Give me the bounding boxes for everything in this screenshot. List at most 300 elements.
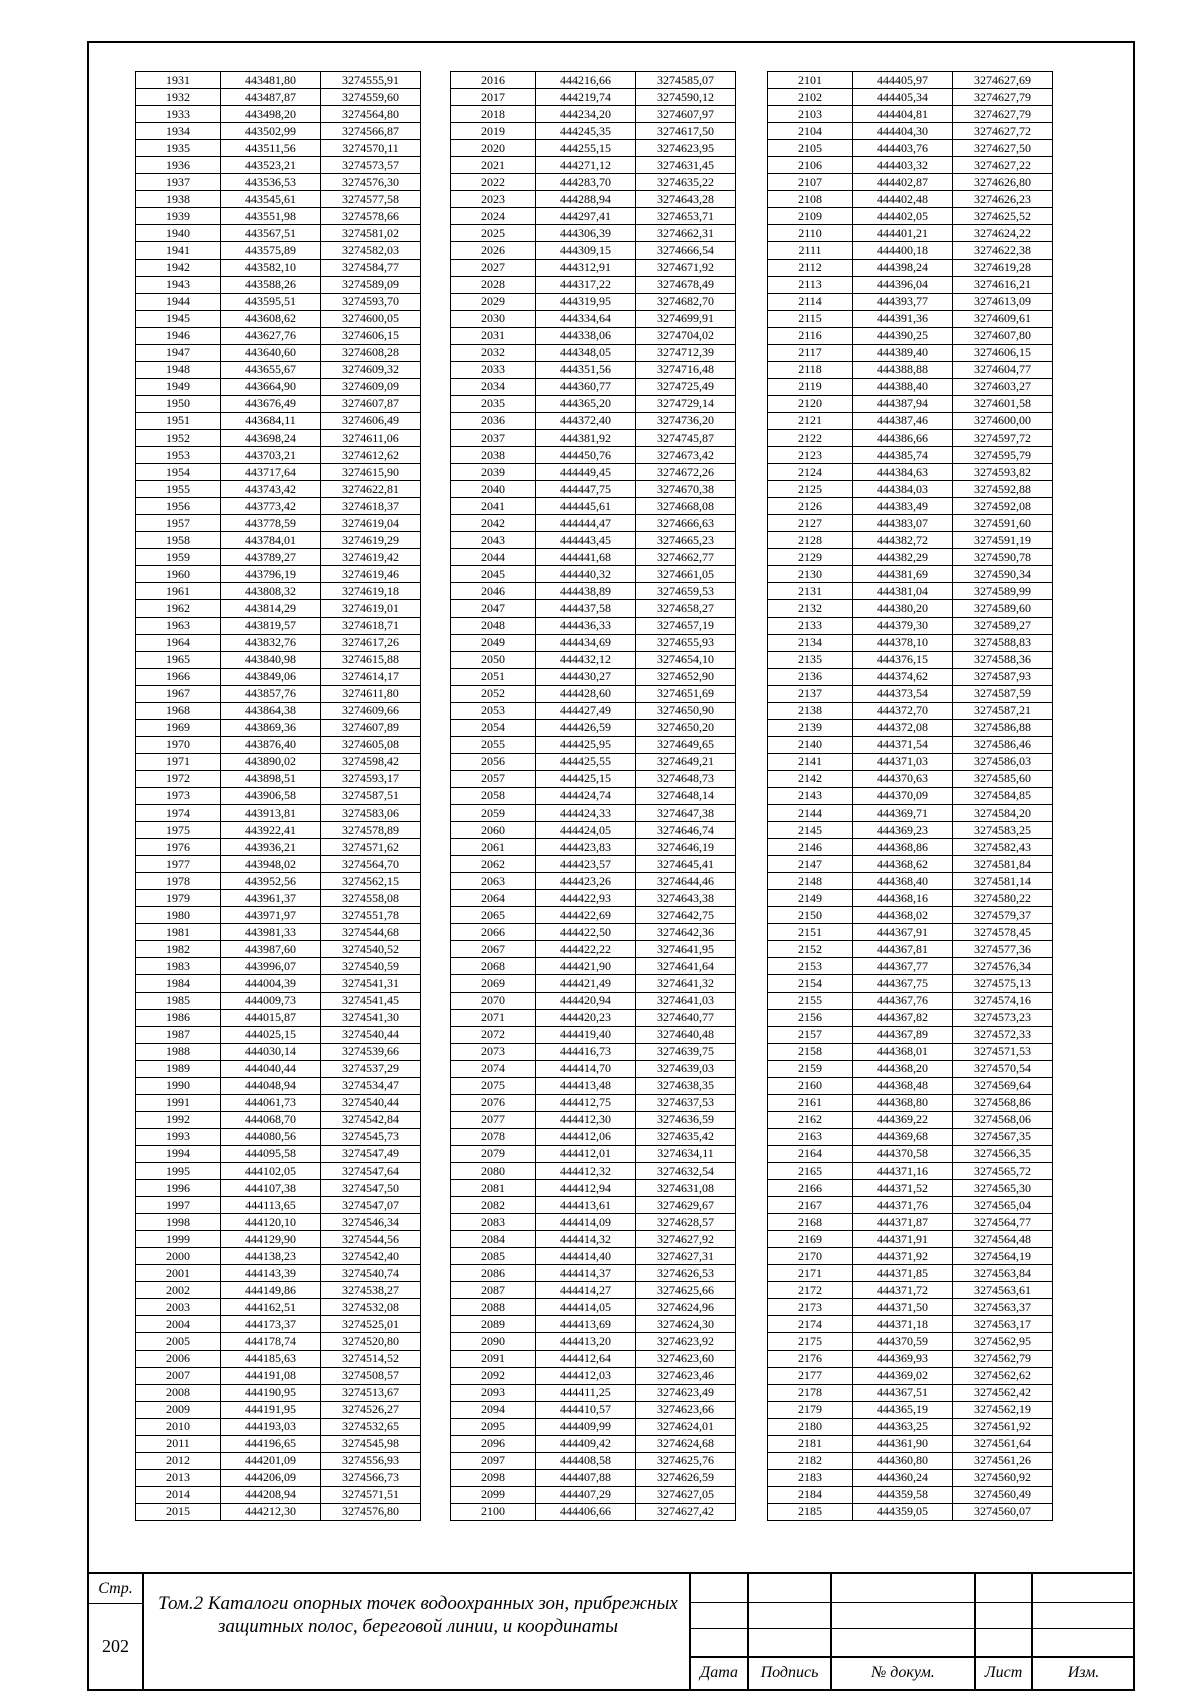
point-number: 2055	[451, 736, 536, 753]
table-row	[768, 72, 1053, 89]
point-number: 2123	[768, 447, 853, 464]
point-number: 2125	[768, 481, 853, 498]
coord-x: 443869,36	[221, 719, 321, 736]
table-row	[451, 242, 736, 259]
title-block	[89, 1572, 1132, 1689]
coord-y: 3274704,02	[636, 327, 736, 344]
table-row	[768, 1214, 1053, 1231]
point-number: 1953	[136, 447, 221, 464]
point-number: 1986	[136, 1009, 221, 1026]
coord-y: 3274587,51	[321, 787, 421, 804]
point-number: 2152	[768, 941, 853, 958]
stamp-change: Изм.	[1067, 1664, 1100, 1681]
coord-y: 3274586,03	[953, 753, 1053, 770]
coord-x: 444422,22	[536, 941, 636, 958]
point-number: 2177	[768, 1367, 853, 1384]
coord-x: 444409,42	[536, 1435, 636, 1452]
table-row	[451, 617, 736, 634]
coord-x: 444370,63	[853, 770, 953, 787]
table-row	[768, 941, 1053, 958]
coord-y: 3274567,35	[953, 1128, 1053, 1145]
coord-x: 444216,66	[536, 72, 636, 89]
table-row	[451, 1077, 736, 1094]
coord-y: 3274654,10	[636, 651, 736, 668]
coord-y: 3274570,54	[953, 1060, 1053, 1077]
table-row	[136, 1026, 421, 1043]
coord-y: 3274540,59	[321, 958, 421, 975]
table-row	[136, 1231, 421, 1248]
point-number: 2040	[451, 481, 536, 498]
coord-y: 3274673,42	[636, 447, 736, 464]
table-row	[136, 549, 421, 566]
coord-x: 444414,40	[536, 1248, 636, 1265]
point-number: 2073	[451, 1043, 536, 1060]
coord-x: 443808,32	[221, 583, 321, 600]
coord-x: 444371,76	[853, 1197, 953, 1214]
point-number: 2094	[451, 1401, 536, 1418]
coord-y: 3274593,70	[321, 293, 421, 310]
point-number: 1969	[136, 719, 221, 736]
point-number: 2038	[451, 447, 536, 464]
point-number: 2147	[768, 856, 853, 873]
coord-x: 444396,04	[853, 276, 953, 293]
table-row	[136, 1503, 421, 1520]
table-row	[768, 1316, 1053, 1333]
table-row	[451, 924, 736, 941]
point-number: 2109	[768, 208, 853, 225]
point-number: 2041	[451, 498, 536, 515]
table-row	[136, 1469, 421, 1486]
table-row	[768, 805, 1053, 822]
point-number: 2012	[136, 1452, 221, 1469]
coord-x: 444369,02	[853, 1367, 953, 1384]
coord-x: 444048,94	[221, 1077, 321, 1094]
coord-y: 3274547,07	[321, 1197, 421, 1214]
table-row	[136, 787, 421, 804]
coord-y: 3274607,87	[321, 395, 421, 412]
table-row	[451, 1333, 736, 1350]
coord-y: 3274580,22	[953, 890, 1053, 907]
point-number: 1933	[136, 106, 221, 123]
point-number: 2145	[768, 822, 853, 839]
stamp-sheet: Лист	[984, 1664, 1023, 1681]
point-number: 1966	[136, 668, 221, 685]
table-row	[768, 242, 1053, 259]
table-row	[768, 702, 1053, 719]
point-number: 2057	[451, 770, 536, 787]
table-row	[451, 1452, 736, 1469]
coordinates-table-2	[450, 71, 736, 1521]
coord-y: 3274564,80	[321, 106, 421, 123]
coord-x: 444061,73	[221, 1094, 321, 1111]
point-number: 2042	[451, 515, 536, 532]
coord-y: 3274618,71	[321, 617, 421, 634]
coord-y: 3274561,64	[953, 1435, 1053, 1452]
coord-y: 3274635,22	[636, 174, 736, 191]
coord-x: 444367,75	[853, 975, 953, 992]
coord-x: 444430,27	[536, 668, 636, 685]
coord-x: 444404,30	[853, 123, 953, 140]
point-number: 1957	[136, 515, 221, 532]
coord-x: 444382,72	[853, 532, 953, 549]
table-row	[768, 123, 1053, 140]
table-row	[136, 89, 421, 106]
coord-x: 443996,07	[221, 958, 321, 975]
coord-x: 444371,72	[853, 1282, 953, 1299]
coord-x: 444413,61	[536, 1197, 636, 1214]
point-number: 2095	[451, 1418, 536, 1435]
coord-y: 3274665,23	[636, 532, 736, 549]
table-row	[136, 736, 421, 753]
coord-x: 444410,57	[536, 1401, 636, 1418]
coord-y: 3274606,15	[321, 327, 421, 344]
coord-x: 444449,45	[536, 464, 636, 481]
coord-x: 444414,37	[536, 1265, 636, 1282]
point-number: 2065	[451, 907, 536, 924]
point-number: 1956	[136, 498, 221, 515]
coord-x: 444369,68	[853, 1128, 953, 1145]
point-number: 2171	[768, 1265, 853, 1282]
table-row	[451, 787, 736, 804]
coord-y: 3274601,58	[953, 395, 1053, 412]
table-row	[136, 651, 421, 668]
coord-y: 3274624,68	[636, 1435, 736, 1452]
point-number: 2059	[451, 805, 536, 822]
stamp-date: Дата	[700, 1664, 738, 1681]
coord-y: 3274542,40	[321, 1248, 421, 1265]
coord-y: 3274585,60	[953, 770, 1053, 787]
coord-y: 3274563,37	[953, 1299, 1053, 1316]
table-row	[451, 753, 736, 770]
coord-y: 3274607,97	[636, 106, 736, 123]
table-row	[768, 276, 1053, 293]
coord-x: 443987,60	[221, 941, 321, 958]
table-row	[451, 1503, 736, 1520]
coord-x: 444380,20	[853, 600, 953, 617]
coord-y: 3274582,43	[953, 839, 1053, 856]
coord-y: 3274538,27	[321, 1282, 421, 1299]
table-row	[451, 719, 736, 736]
table-row	[768, 1009, 1053, 1026]
coord-x: 444369,22	[853, 1111, 953, 1128]
coord-x: 443676,49	[221, 395, 321, 412]
coord-x: 444208,94	[221, 1486, 321, 1503]
table-row	[451, 123, 736, 140]
table-row	[451, 685, 736, 702]
table-row	[768, 685, 1053, 702]
point-number: 2110	[768, 225, 853, 242]
table-row	[768, 344, 1053, 361]
coord-y: 3274562,42	[953, 1384, 1053, 1401]
coord-x: 444363,25	[853, 1418, 953, 1435]
coord-y: 3274631,45	[636, 157, 736, 174]
coord-x: 443608,62	[221, 310, 321, 327]
table-row	[768, 1299, 1053, 1316]
coord-x: 443684,11	[221, 412, 321, 429]
point-number: 2050	[451, 651, 536, 668]
point-number: 1951	[136, 412, 221, 429]
point-number: 1959	[136, 549, 221, 566]
point-number: 2115	[768, 310, 853, 327]
coord-x: 444371,92	[853, 1248, 953, 1265]
coord-x: 444444,47	[536, 515, 636, 532]
coord-y: 3274619,29	[321, 532, 421, 549]
coord-x: 444371,50	[853, 1299, 953, 1316]
coordinates-table-3	[767, 71, 1053, 1521]
coord-y: 3274659,53	[636, 583, 736, 600]
coord-x: 443971,97	[221, 907, 321, 924]
coord-x: 444348,05	[536, 344, 636, 361]
point-number: 2139	[768, 719, 853, 736]
coord-x: 444371,91	[853, 1231, 953, 1248]
coord-y: 3274532,65	[321, 1418, 421, 1435]
coord-x: 444406,66	[536, 1503, 636, 1520]
coord-x: 444365,19	[853, 1401, 953, 1418]
coord-y: 3274570,11	[321, 140, 421, 157]
table-row	[451, 157, 736, 174]
coord-x: 444107,38	[221, 1180, 321, 1197]
coord-y: 3274563,84	[953, 1265, 1053, 1282]
point-number: 1937	[136, 174, 221, 191]
table-row	[768, 464, 1053, 481]
point-number: 2076	[451, 1094, 536, 1111]
table-row	[768, 1197, 1053, 1214]
coord-x: 443789,27	[221, 549, 321, 566]
point-number: 2005	[136, 1333, 221, 1350]
table-row	[136, 395, 421, 412]
coord-x: 444371,52	[853, 1180, 953, 1197]
point-number: 2116	[768, 327, 853, 344]
coord-x: 444173,37	[221, 1316, 321, 1333]
coord-x: 444408,58	[536, 1452, 636, 1469]
document-frame	[87, 41, 1135, 1691]
coord-y: 3274565,30	[953, 1180, 1053, 1197]
coord-x: 444368,80	[853, 1094, 953, 1111]
point-number: 2007	[136, 1367, 221, 1384]
point-number: 1990	[136, 1077, 221, 1094]
coord-x: 443796,19	[221, 566, 321, 583]
table-row	[451, 532, 736, 549]
table-row	[768, 1077, 1053, 1094]
table-row	[768, 1060, 1053, 1077]
coord-x: 444378,10	[853, 634, 953, 651]
table-row	[136, 1486, 421, 1503]
point-number: 2044	[451, 549, 536, 566]
table-row	[451, 259, 736, 276]
coord-x: 444367,89	[853, 1026, 953, 1043]
table-row	[136, 72, 421, 89]
point-number: 2052	[451, 685, 536, 702]
point-number: 2105	[768, 140, 853, 157]
point-number: 2143	[768, 787, 853, 804]
coord-y: 3274641,03	[636, 992, 736, 1009]
coord-y: 3274622,81	[321, 481, 421, 498]
table-row	[451, 1282, 736, 1299]
point-number: 2176	[768, 1350, 853, 1367]
table-row	[768, 1452, 1053, 1469]
coord-x: 444384,03	[853, 481, 953, 498]
table-row	[136, 1418, 421, 1435]
coord-y: 3274581,14	[953, 873, 1053, 890]
coord-y: 3274668,08	[636, 498, 736, 515]
coord-x: 444424,05	[536, 822, 636, 839]
point-number: 2179	[768, 1401, 853, 1418]
coord-y: 3274619,01	[321, 600, 421, 617]
point-number: 2161	[768, 1094, 853, 1111]
point-number: 2078	[451, 1128, 536, 1145]
point-number: 1977	[136, 856, 221, 873]
point-number: 2096	[451, 1435, 536, 1452]
coord-y: 3274569,64	[953, 1077, 1053, 1094]
table-row	[136, 1197, 421, 1214]
table-row	[136, 890, 421, 907]
coord-y: 3274566,73	[321, 1469, 421, 1486]
coord-x: 444447,75	[536, 481, 636, 498]
table-row	[136, 532, 421, 549]
coord-y: 3274619,46	[321, 566, 421, 583]
point-number: 2015	[136, 1503, 221, 1520]
coord-x: 444360,24	[853, 1469, 953, 1486]
coord-y: 3274544,68	[321, 924, 421, 941]
point-number: 2061	[451, 839, 536, 856]
table-row	[768, 515, 1053, 532]
coord-x: 444381,69	[853, 566, 953, 583]
table-row	[768, 89, 1053, 106]
coord-x: 444360,77	[536, 378, 636, 395]
table-row	[136, 293, 421, 310]
table-row	[451, 327, 736, 344]
coord-y: 3274565,04	[953, 1197, 1053, 1214]
table-row	[768, 106, 1053, 123]
coord-x: 444367,82	[853, 1009, 953, 1026]
table-row	[768, 719, 1053, 736]
point-number: 2071	[451, 1009, 536, 1026]
coord-x: 444398,24	[853, 259, 953, 276]
coord-y: 3274589,27	[953, 617, 1053, 634]
table-row	[136, 310, 421, 327]
coord-y: 3274566,87	[321, 123, 421, 140]
table-row	[451, 412, 736, 429]
point-number: 1984	[136, 975, 221, 992]
coord-x: 444234,20	[536, 106, 636, 123]
coord-x: 443545,61	[221, 191, 321, 208]
coord-y: 3274627,31	[636, 1248, 736, 1265]
coord-x: 444376,15	[853, 651, 953, 668]
point-number: 2121	[768, 412, 853, 429]
point-number: 1998	[136, 1214, 221, 1231]
point-number: 1942	[136, 259, 221, 276]
table-row	[136, 924, 421, 941]
coord-y: 3274642,75	[636, 907, 736, 924]
table-row	[768, 1486, 1053, 1503]
point-number: 1970	[136, 736, 221, 753]
coord-x: 444004,39	[221, 975, 321, 992]
point-number: 1989	[136, 1060, 221, 1077]
coord-y: 3274551,78	[321, 907, 421, 924]
point-number: 2077	[451, 1111, 536, 1128]
point-number: 1976	[136, 839, 221, 856]
coord-y: 3274584,85	[953, 787, 1053, 804]
point-number: 2028	[451, 276, 536, 293]
point-number: 1955	[136, 481, 221, 498]
table-row	[451, 890, 736, 907]
coord-x: 444367,76	[853, 992, 953, 1009]
table-row	[136, 259, 421, 276]
table-row	[768, 378, 1053, 395]
coord-y: 3274592,08	[953, 498, 1053, 515]
coord-y: 3274576,80	[321, 1503, 421, 1520]
table-row	[136, 1043, 421, 1060]
point-number: 2066	[451, 924, 536, 941]
coord-x: 444438,89	[536, 583, 636, 600]
table-row	[768, 753, 1053, 770]
coord-x: 444359,58	[853, 1486, 953, 1503]
table-row	[768, 924, 1053, 941]
coord-x: 444372,08	[853, 719, 953, 736]
point-number: 2023	[451, 191, 536, 208]
table-row	[451, 395, 736, 412]
coord-x: 444387,46	[853, 412, 953, 429]
coord-x: 444368,40	[853, 873, 953, 890]
coord-y: 3274639,75	[636, 1043, 736, 1060]
table-row	[136, 770, 421, 787]
coord-x: 444371,03	[853, 753, 953, 770]
table-row	[451, 1111, 736, 1128]
point-number: 2136	[768, 668, 853, 685]
table-row	[136, 634, 421, 651]
point-number: 2174	[768, 1316, 853, 1333]
coord-y: 3274626,80	[953, 174, 1053, 191]
coord-x: 443523,21	[221, 157, 321, 174]
coord-y: 3274540,44	[321, 1026, 421, 1043]
coord-x: 444425,15	[536, 770, 636, 787]
table-row	[768, 157, 1053, 174]
point-number: 2047	[451, 600, 536, 617]
coord-y: 3274736,20	[636, 412, 736, 429]
point-number: 2014	[136, 1486, 221, 1503]
point-number: 2090	[451, 1333, 536, 1350]
point-number: 2128	[768, 532, 853, 549]
coord-y: 3274586,46	[953, 736, 1053, 753]
coord-y: 3274635,42	[636, 1128, 736, 1145]
coord-x: 444402,87	[853, 174, 953, 191]
coord-x: 444404,81	[853, 106, 953, 123]
coord-x: 444420,94	[536, 992, 636, 1009]
coord-y: 3274561,26	[953, 1452, 1053, 1469]
coord-y: 3274623,66	[636, 1401, 736, 1418]
coord-y: 3274645,41	[636, 856, 736, 873]
table-row	[768, 1043, 1053, 1060]
table-row	[136, 1180, 421, 1197]
point-number: 2097	[451, 1452, 536, 1469]
coord-x: 443913,81	[221, 805, 321, 822]
coord-x: 444384,63	[853, 464, 953, 481]
table-row	[136, 958, 421, 975]
coord-y: 3274607,80	[953, 327, 1053, 344]
table-row	[451, 208, 736, 225]
coord-y: 3274572,33	[953, 1026, 1053, 1043]
coord-x: 443864,38	[221, 702, 321, 719]
table-row	[136, 1384, 421, 1401]
table-row	[136, 1163, 421, 1180]
table-row	[768, 651, 1053, 668]
coord-y: 3274605,08	[321, 736, 421, 753]
point-number: 2156	[768, 1009, 853, 1026]
coord-x: 444309,15	[536, 242, 636, 259]
coord-x: 444040,44	[221, 1060, 321, 1077]
coord-x: 444120,10	[221, 1214, 321, 1231]
point-number: 1999	[136, 1231, 221, 1248]
